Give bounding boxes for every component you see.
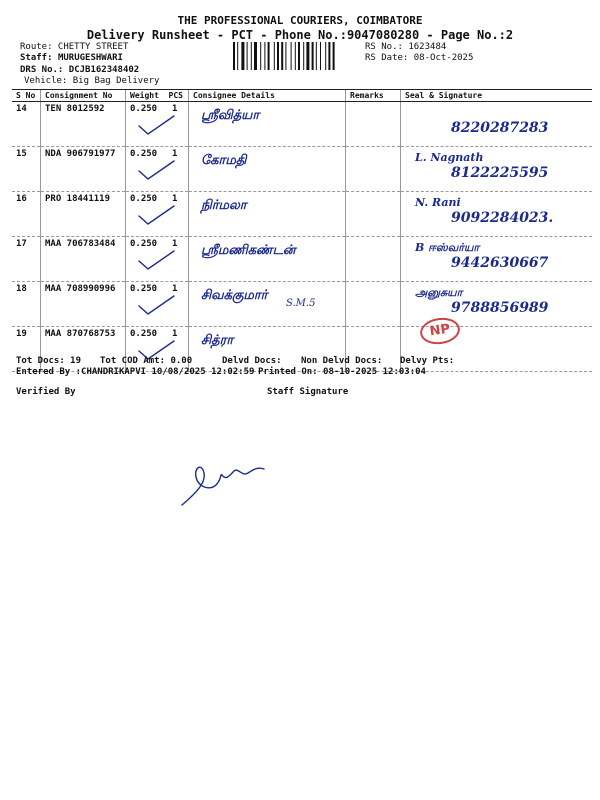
staff-signature-label: Staff Signature <box>267 387 349 397</box>
staff-name: MURUGESHWARI <box>57 53 123 63</box>
delivered-check-icon <box>136 159 176 181</box>
consignee-handwriting: ஸ்ரீவித்யா <box>201 108 260 123</box>
barcode-bar <box>316 42 317 70</box>
col-sno: S No <box>12 90 41 102</box>
consignee-handwriting: சிவக்குமார் <box>201 288 268 303</box>
row-consignee <box>189 192 346 237</box>
row-signature <box>401 102 593 147</box>
not-present-stamp: NP <box>418 315 461 346</box>
route-text: Route: CHETTY STREET <box>20 42 129 52</box>
row-sno: 18 <box>12 282 41 327</box>
col-consignment: Consignment No <box>41 90 126 102</box>
barcode-bar <box>285 42 286 70</box>
delivery-points: Delvy Pts: <box>400 356 455 366</box>
staff-label: Staff: <box>20 53 53 63</box>
row-pcs: 1 <box>172 284 178 294</box>
row-sno: 15 <box>12 147 41 192</box>
signer-phone: 8122225595 <box>451 165 549 181</box>
barcode-bar <box>325 42 326 70</box>
company-title: THE PROFESSIONAL COURIERS, COIMBATORE <box>177 14 423 27</box>
signer-name: அனுசுயா <box>415 286 463 299</box>
col-weight-pcs <box>126 90 189 102</box>
row-consignment: NDA 906791977 <box>41 147 126 192</box>
runsheet-title: Delivery Runsheet - PCT - Phone No.:9047080280 - Page No.:2 <box>86 28 514 42</box>
signer-name: L. Nagnath <box>415 151 484 164</box>
barcode-bar <box>260 42 261 70</box>
consignee-handwriting: ஸ்ரீமணிகண்டன் <box>201 243 296 258</box>
barcode-bar <box>264 42 265 70</box>
barcode-bar <box>251 42 252 70</box>
runsheet-table <box>12 89 592 372</box>
barcode-bar <box>312 42 314 70</box>
table-row <box>12 102 592 147</box>
printed-on: Printed On: 08-10-2025 12:03:04 <box>258 367 426 377</box>
row-sno: 19 <box>12 327 41 372</box>
row-consignment: TEN 8012592 <box>41 102 126 147</box>
row-consignment: MAA 870768753 <box>41 327 126 372</box>
row-consignee <box>189 147 346 192</box>
vehicle-text: Vehicle: Big Bag Delivery <box>24 76 160 86</box>
barcode-bar <box>291 42 292 70</box>
row-remarks <box>346 147 401 192</box>
row-consignment: PRO 18441119 <box>41 192 126 237</box>
barcode-bar <box>303 42 304 70</box>
staff-signature-scribble <box>176 455 276 515</box>
total-docs: Tot Docs: 19 <box>16 356 82 366</box>
row-pcs: 1 <box>172 194 178 204</box>
table-row <box>12 192 592 237</box>
barcode-bar <box>320 42 321 70</box>
row-weight-pcs <box>126 237 189 282</box>
col-pcs: PCS <box>168 91 183 100</box>
consignee-handwriting: சித்ரா <box>201 333 234 348</box>
consignee-handwriting: நிர்மலா <box>201 198 247 213</box>
row-weight: 0.250 <box>130 329 158 339</box>
row-weight-pcs <box>126 192 189 237</box>
row-remarks <box>346 282 401 327</box>
drs-number: DCJB162348402 <box>68 65 140 75</box>
row-pcs: 1 <box>172 329 178 339</box>
drs-label: DRS No.: <box>20 65 64 75</box>
drs-row <box>20 65 139 75</box>
signer-phone: 9442630667 <box>451 255 549 271</box>
barcode-bar <box>247 42 248 70</box>
delivered-docs: Delvd Docs: <box>222 356 282 366</box>
barcode-bar <box>233 42 235 70</box>
rs-number: RS No.: 1623484 <box>365 42 447 52</box>
row-weight-pcs <box>126 102 189 147</box>
row-consignee <box>189 102 346 147</box>
staff-row <box>20 53 123 63</box>
row-signature <box>401 192 593 237</box>
consignee-handwriting: கோமதி <box>201 153 247 168</box>
barcode-bar <box>274 42 275 70</box>
row-pcs: 1 <box>172 239 178 249</box>
rs-date: RS Date: 08-Oct-2025 <box>365 53 474 63</box>
barcode-bar <box>277 42 279 70</box>
table-header-row <box>12 90 592 102</box>
barcode-bar <box>328 42 330 70</box>
row-consignee <box>189 282 346 327</box>
delivered-check-icon <box>136 114 176 136</box>
row-remarks <box>346 237 401 282</box>
row-weight: 0.250 <box>130 284 158 294</box>
row-signature <box>401 147 593 192</box>
row-remarks <box>346 102 401 147</box>
signer-name: N. Rani <box>415 196 461 209</box>
row-weight: 0.250 <box>130 149 158 159</box>
col-signature: Seal & Signature <box>401 90 593 102</box>
barcode-bar <box>298 42 300 70</box>
row-sno: 16 <box>12 192 41 237</box>
delivered-check-icon <box>136 249 176 271</box>
barcode-bar <box>333 42 335 70</box>
col-remarks: Remarks <box>346 90 401 102</box>
row-consignment: MAA 708990996 <box>41 282 126 327</box>
col-consignee: Consignee Details <box>189 90 346 102</box>
row-consignment: MAA 706783484 <box>41 237 126 282</box>
barcode-bar <box>237 42 238 70</box>
barcode-icon <box>233 42 361 70</box>
entered-by: Entered By :CHANDRIKAPVI 10/08/2025 12:02:59 <box>16 367 255 377</box>
table-row <box>12 237 592 282</box>
delivered-check-icon <box>136 294 176 316</box>
signer-phone: 8220287283 <box>451 120 549 136</box>
verified-by-label: Verified By <box>16 387 76 397</box>
row-weight: 0.250 <box>130 239 158 249</box>
table-row <box>12 147 592 192</box>
non-delivered-docs: Non Delvd Docs: <box>301 356 383 366</box>
row-signature <box>401 237 593 282</box>
row-pcs: 1 <box>172 104 178 114</box>
signer-phone: 9788856989 <box>451 300 549 316</box>
barcode-bar <box>281 42 283 70</box>
signer-phone: 9092284023. <box>451 210 554 226</box>
barcode-bar <box>254 42 257 70</box>
col-weight: Weight <box>130 91 159 100</box>
row-weight-pcs <box>126 147 189 192</box>
row-sno: 17 <box>12 237 41 282</box>
row-pcs: 1 <box>172 149 178 159</box>
row-weight: 0.250 <box>130 194 158 204</box>
signer-name: B ஈஸ்வர்யா <box>415 241 480 254</box>
delivered-check-icon <box>136 204 176 226</box>
barcode-bar <box>268 42 270 70</box>
row-consignee <box>189 237 346 282</box>
row-sno: 14 <box>12 102 41 147</box>
total-cod: Tot COD Amt: 0.00 <box>100 356 193 366</box>
barcode-bar <box>241 42 244 70</box>
barcode-bar <box>306 42 309 70</box>
barcode-bar <box>295 42 296 70</box>
row-remarks <box>346 192 401 237</box>
row-note: S.M.5 <box>286 298 316 309</box>
row-weight-pcs <box>126 282 189 327</box>
row-weight: 0.250 <box>130 104 158 114</box>
